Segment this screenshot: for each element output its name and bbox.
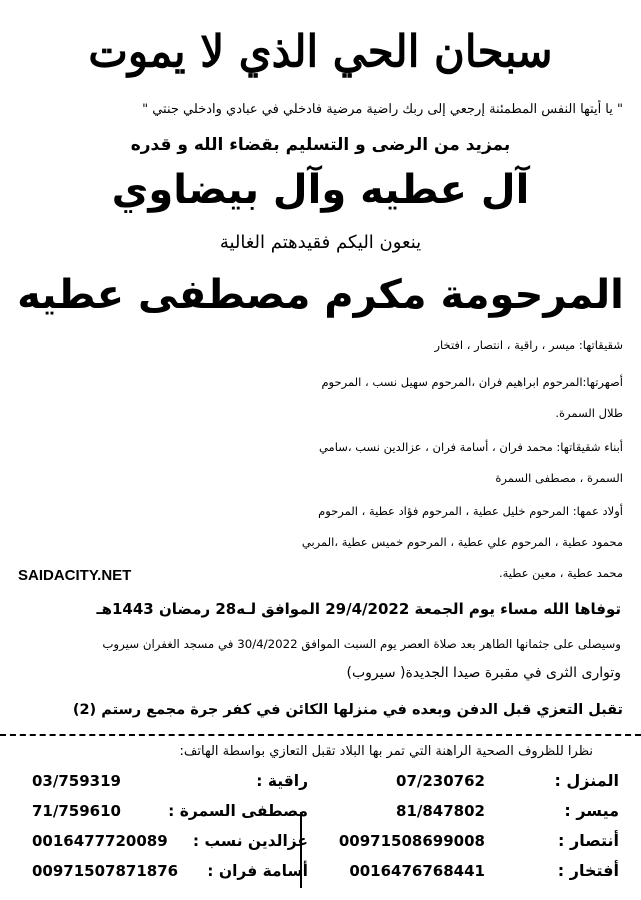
in-laws-line-1: أصهرتها:المرحوم ابراهيم فران ،المرحوم سهيل نسب ، المرحوم [321, 375, 623, 389]
relatives-cousins [193, 496, 623, 589]
in-laws-line-2: طلال السمرة. [555, 406, 623, 420]
phone-row [14, 826, 314, 856]
phones-left-column [14, 766, 314, 886]
phone-number: 07/230762 [396, 772, 485, 790]
calligraphy-heading: سبحان الحي الذي لا يموت [88, 25, 553, 78]
phone-contact-name: المنزل : [554, 771, 619, 790]
phone-row [14, 856, 314, 886]
phone-row [329, 766, 619, 796]
phone-contact-name: أسامة فران : [207, 862, 308, 880]
phone-row [329, 826, 619, 856]
relatives-nephews [193, 432, 623, 494]
phone-number: 0016476768441 [349, 862, 485, 880]
phone-contact-name: عزالدين نسب : [192, 832, 308, 850]
phone-row [329, 796, 619, 826]
phone-number: 0016477720089 [32, 832, 168, 850]
resignation-line: بمزيد من الرضى و التسليم بقضاء الله و قدره [130, 135, 511, 155]
phone-number: 81/847802 [396, 802, 485, 820]
dashed-divider [0, 734, 641, 736]
phone-number: 71/759610 [32, 802, 121, 820]
condolences-line: تقبل التعزي قبل الدفن وبعده في منزلها الكائن في كفر جرة مجمع رستم (2) [72, 702, 623, 718]
relatives-sisters [193, 330, 623, 361]
phone-contact-name: أنتصار : [558, 831, 619, 850]
sisters-line: شقيقاتها: ميسر ، راقية ، انتصار ، افتخار [434, 338, 623, 352]
nephews-line-1: أبناء شقيقاتها: محمد فران ، أسامة فران ، عزالدين نسب ،سامي [318, 440, 623, 454]
phone-contact-name: أفتخار : [557, 861, 619, 880]
phone-row [14, 796, 314, 826]
relatives-in-laws [193, 367, 623, 429]
burial-line: وتوارى الثرى في مقبرة صيدا الجديدة( سيروب) [346, 665, 621, 681]
phone-number: 03/759319 [32, 772, 121, 790]
cousins-line-1: أولاد عمها: المرحوم خليل عطية ، المرحوم فؤاد عطية ، المرحوم [318, 504, 623, 518]
phone-number: 00971508699008 [338, 832, 485, 850]
phone-contact-name: مصطفى السمرة : [168, 802, 308, 820]
funeral-prayer-line: وسيصلى على جثمانها الطاهر بعد صلاة العصر يوم السبت الموافق 30/4/2022 في مسجد الغفران سيروب [102, 637, 621, 651]
phone-notice: نظرا للظروف الصحية الراهنة التي تمر بها البلاد تقبل التعازي بواسطة الهاتف: [179, 744, 593, 759]
mourn-line: ينعون اليكم فقيدهتم الغالية [219, 232, 422, 253]
deceased-name: المرحومة مكرم مصطفى عطيه [17, 272, 624, 318]
phones-right-column [329, 766, 619, 886]
phone-contact-name: ميسر : [564, 801, 619, 820]
site-watermark: SAIDACITY.NET [18, 567, 132, 584]
phone-row [329, 856, 619, 886]
phone-number: 00971507871876 [32, 862, 179, 880]
death-date-line: توفاها الله مساء يوم الجمعة 29/4/2022 الموافق لـه28 رمضان 1443هـ [96, 600, 621, 618]
cousins-line-2: محمود عطية ، المرحوم علي عطية ، المرحوم خميس عطية ،المربي [301, 535, 623, 549]
nephews-line-2: السمرة ، مصطفى السمرة [495, 471, 623, 485]
quran-verse: " يا أيتها النفس المطمئنة إرجعي إلى ربك راضية مرضية فادخلي في عبادي وادخلي جنتي " [142, 102, 623, 117]
family-names-heading: آل عطيه وآل بيضاوي [111, 167, 530, 213]
phone-row [14, 766, 314, 796]
phone-contact-name: راقية : [256, 772, 308, 790]
cousins-line-3: محمد عطية ، معين عطية. [498, 566, 623, 580]
